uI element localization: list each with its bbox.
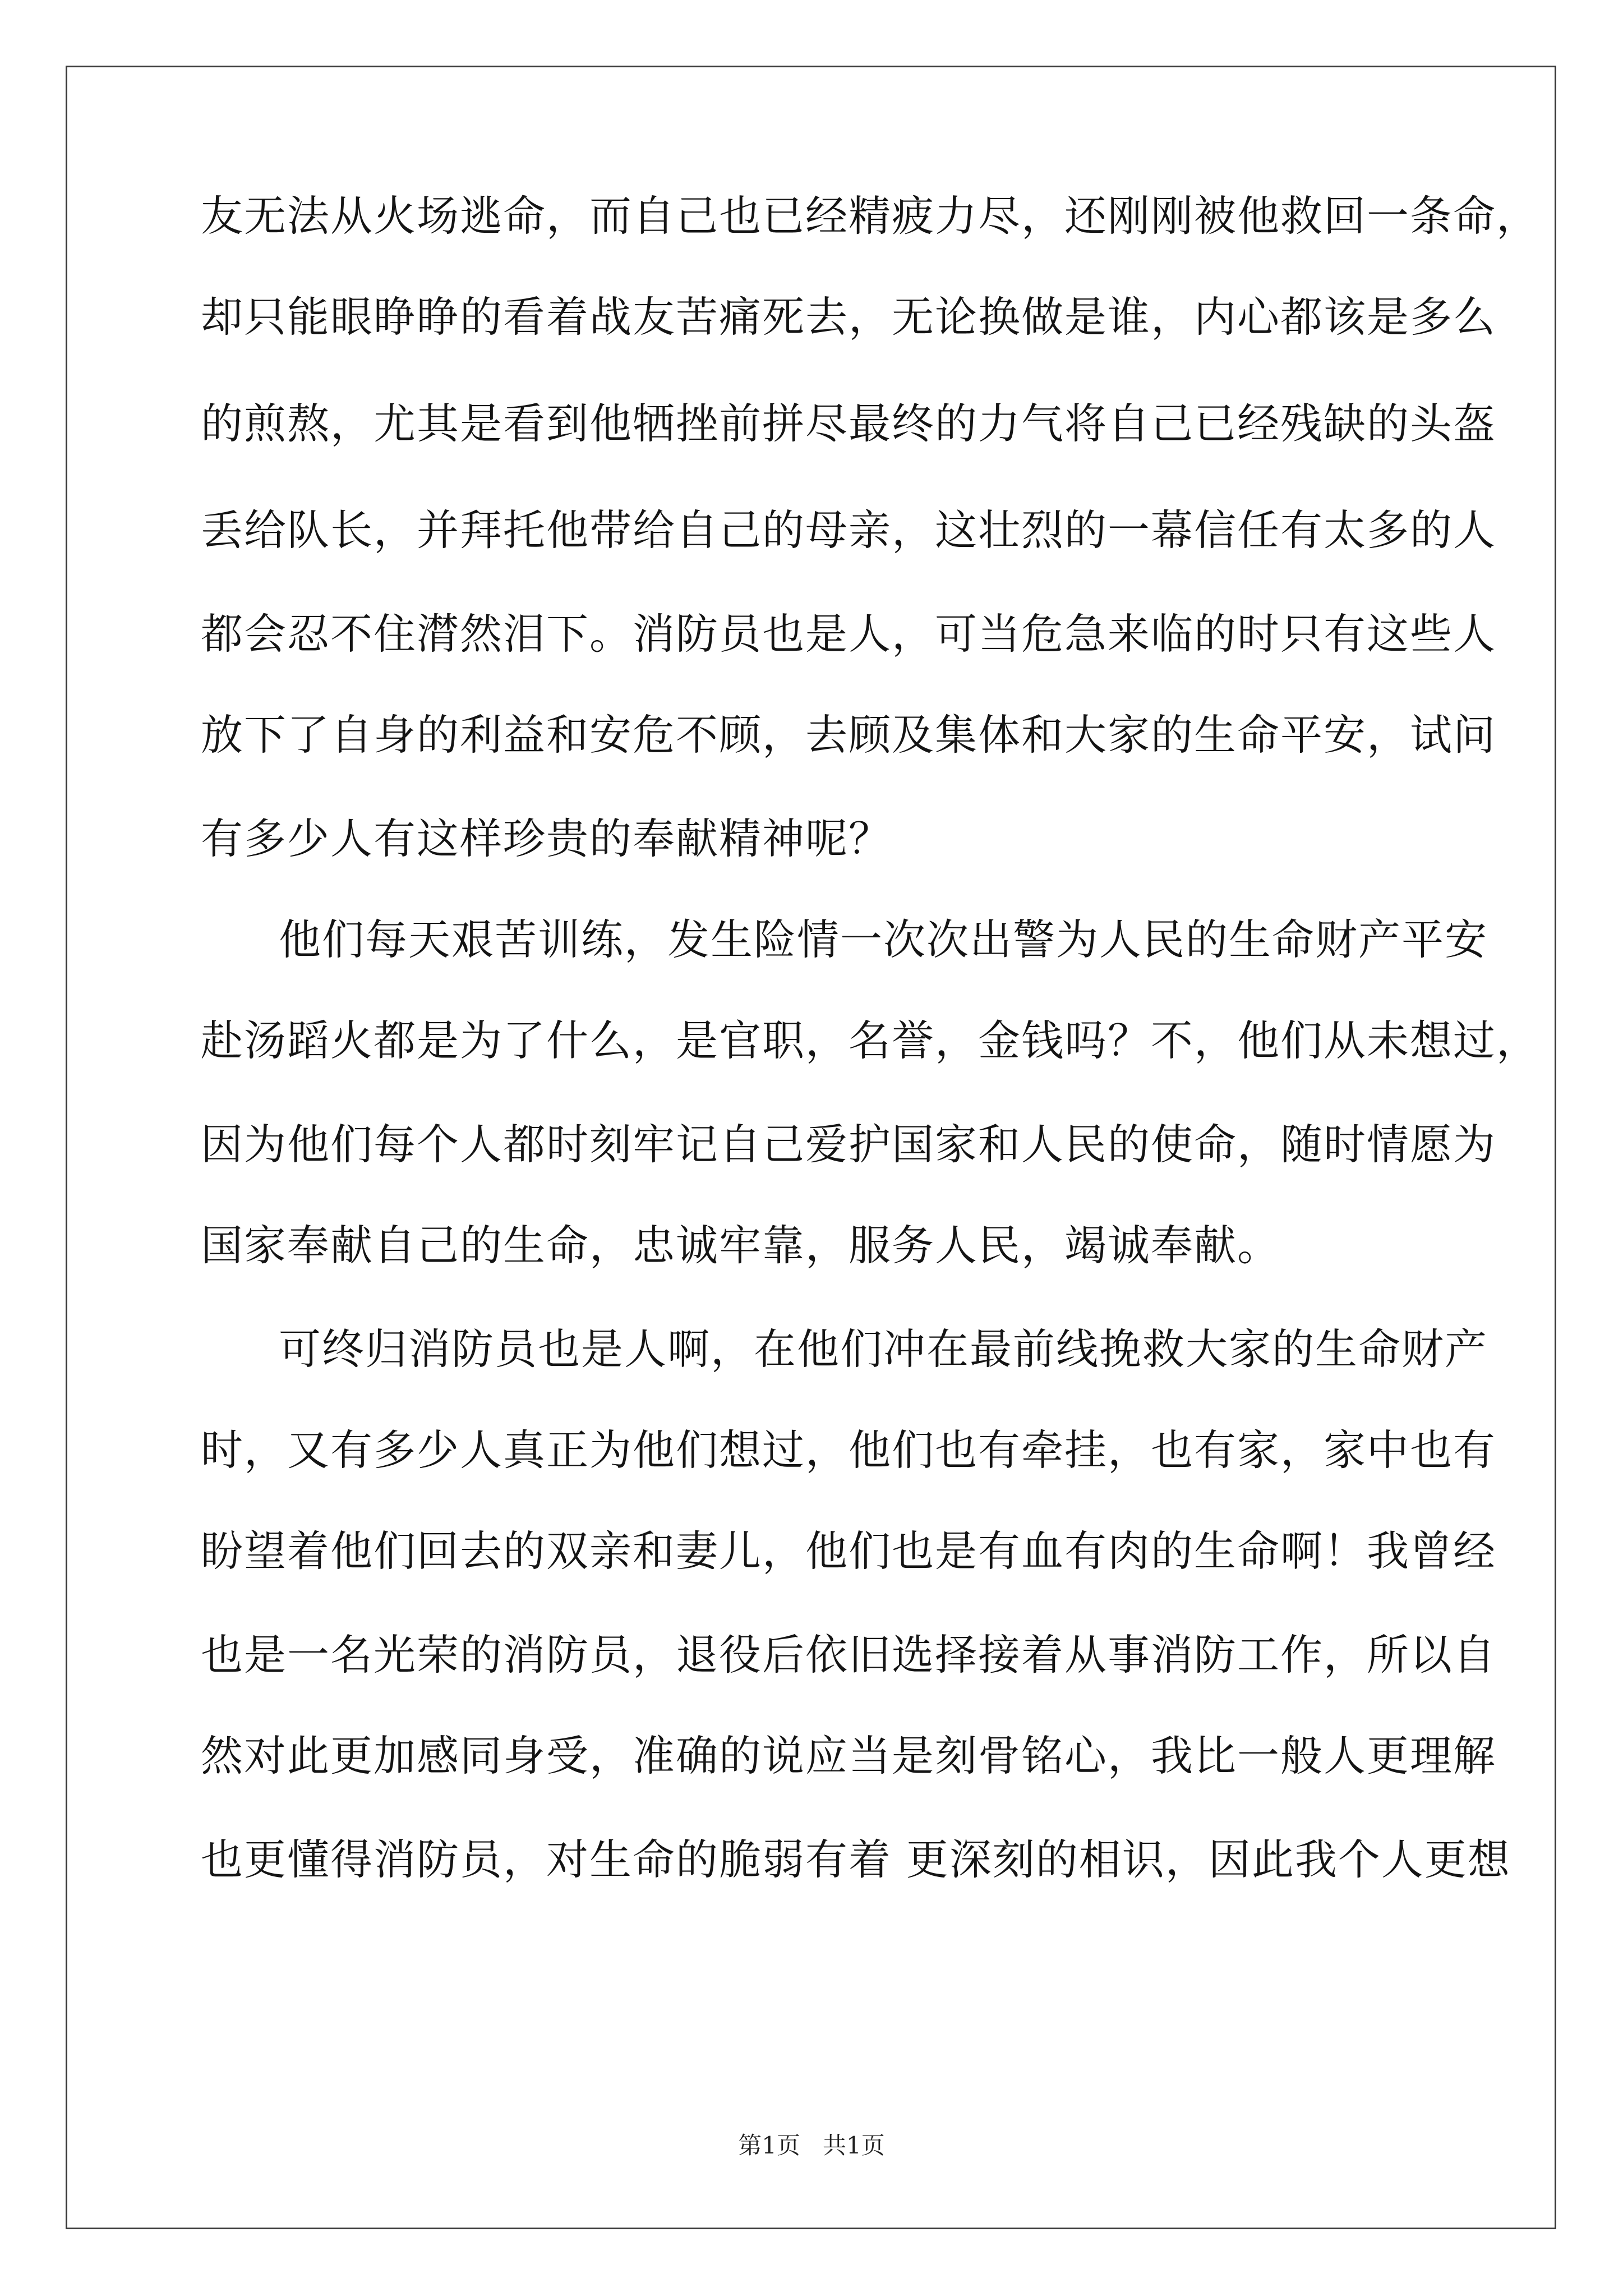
text-line: 也更懂得消防员，对生命的脆弱有着 更深刻的相识，因此我个人更想 bbox=[201, 1835, 1511, 1884]
page-footer bbox=[0, 2129, 1623, 2162]
page-total: 共1页 bbox=[823, 2132, 885, 2159]
footer-gap bbox=[800, 2132, 823, 2159]
text-line: 然对此更加感同身受，准确的说应当是刻骨铭心，我比一般人更理解 bbox=[201, 1731, 1497, 1780]
text-line: 赴汤蹈火都是为了什么，是官职，名誉，金钱吗？不，他们从未想过， bbox=[201, 1016, 1540, 1065]
text-line: 可终归消防员也是人啊，在他们冲在最前线挽救大家的生命财产 bbox=[279, 1324, 1488, 1374]
text-line: 他们每天艰苦训练，发生险情一次次出警为人民的生命财产平安 bbox=[279, 915, 1488, 964]
text-line: 盼望着他们回去的双亲和妻儿，他们也是有血有肉的生命啊！我曾经 bbox=[201, 1526, 1497, 1576]
text-line: 时，又有多少人真正为他们想过，他们也有牵挂，也有家，家中也有 bbox=[201, 1425, 1497, 1475]
text-line: 的煎熬，尤其是看到他牺挫前拼尽最终的力气将自己已经残缺的头盔 bbox=[201, 399, 1497, 448]
text-line: 却只能眼睁睁的看着战友苦痛死去，无论换做是谁，内心都该是多么 bbox=[201, 292, 1497, 342]
page-number: 第1页 bbox=[738, 2132, 800, 2159]
text-line: 友无法从火场逃命，而自己也已经精疲力尽，还刚刚被他救回一条命， bbox=[201, 191, 1540, 241]
text-line: 也是一名光荣的消防员，退役后依旧选择接着从事消防工作，所以自 bbox=[201, 1630, 1497, 1680]
text-line: 因为他们每个人都时刻牢记自己爱护国家和人民的使命，随时情愿为 bbox=[201, 1120, 1497, 1169]
text-line: 有多少人有这样珍贵的奉献精神呢？ bbox=[201, 814, 892, 863]
text-line: 丢给队长，并拜托他带给自己的母亲，这壮烈的一幕信任有太多的人 bbox=[201, 505, 1497, 555]
text-line: 放下了自身的利益和安危不顾，去顾及集体和大家的生命平安，试问 bbox=[201, 710, 1497, 760]
text-line: 都会忍不住潸然泪下。消防员也是人，可当危急来临的时只有这些人 bbox=[201, 609, 1497, 659]
text-line: 国家奉献自己的生命，忠诚牢靠，服务人民，竭诚奉献。 bbox=[201, 1221, 1281, 1270]
